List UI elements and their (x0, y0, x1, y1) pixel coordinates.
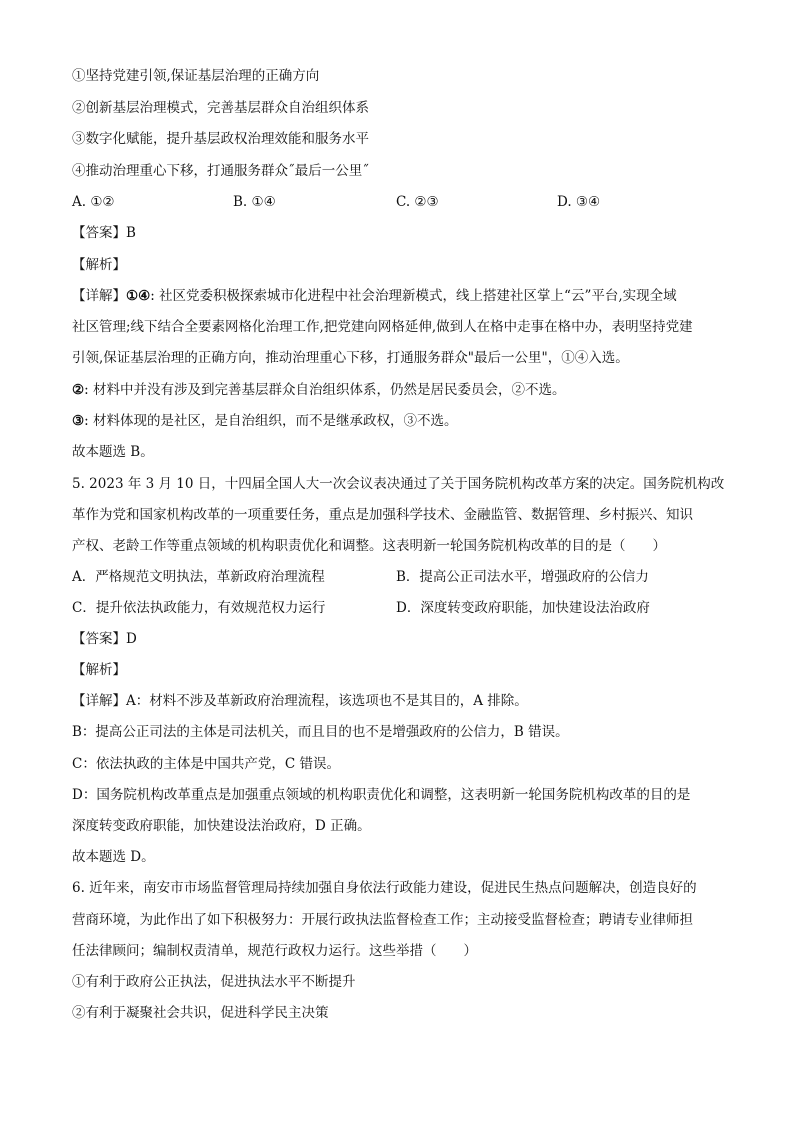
note-key: ② (72, 382, 85, 398)
answer-value: D (126, 631, 137, 647)
q4-detail-line-3: 引领,保证基层治理的正确方向，推动治理重心下移，打通服务群众"最后一公里"，①④入选。 (72, 350, 629, 366)
q5-answer-line (72, 630, 137, 648)
q5-detail-line-2: B：提高公正司法的主体是司法机关，而且目的也不是增强政府的公信力，B 错误。 (72, 724, 569, 740)
answer-value: B (126, 225, 136, 241)
q6-stem-line-3: 任法律顾问；编制权责清单，规范行政权力运行。这些举措（ ） (72, 943, 477, 959)
detail-tag: 【详解】 (72, 693, 126, 709)
note-text: : 材料体现的是社区，是自治组织，而不是继承政权，③不选。 (84, 413, 458, 429)
answer-tag: 【答案】 (72, 225, 126, 241)
q5-stem-line-2: 革作为党和国家机构改革的一项重要任务，重点是加强科学技术、金融监管、数据管理、乡村振兴、知识 (72, 507, 693, 523)
q4-answer-line (72, 224, 136, 242)
q5-conclusion: 故本题选 D。 (72, 849, 155, 865)
q5-option-c: C．提升依法执政能力，有效规范权力运行 (72, 600, 326, 616)
q5-detail-line-5: 深度转变政府职能，加快建设法治政府，D 正确。 (72, 818, 371, 834)
detail-text: : 社区党委积极探索城市化进程中社会治理新模式，线上搭建社区掌上“云”平台,实现全域 (150, 288, 677, 304)
q6-item-1: ①有利于政府公正执法，促进执法水平不断提升 (72, 974, 356, 990)
q4-option-d: D. ③④ (557, 194, 601, 210)
q4-detail-line-1 (72, 287, 677, 305)
q4-conclusion: 故本题选 B。 (72, 444, 154, 460)
q5-detail-line-1 (72, 692, 528, 710)
q4-item-3: ③数字化赋能，提升基层政权治理效能和服务水平 (72, 131, 369, 147)
detail-text: A：材料不涉及革新政府治理流程，该选项也不是其目的，A 排除。 (126, 693, 528, 709)
q5-detail-line-4: D：国务院机构改革重点是加强重点领域的机构职责优化和调整，这表明新一轮国务院机构改革的目的是 (72, 787, 691, 803)
q4-item-4: ④推动治理重心下移，打通服务群众˝最后一公里˝ (72, 163, 369, 179)
q4-analysis-tag: 【解析】 (72, 257, 126, 273)
q5-option-d: D．深度转变政府职能，加快建设法治政府 (396, 600, 650, 616)
q4-option-a: A. ①② (72, 194, 115, 210)
answer-tag: 【答案】 (72, 631, 126, 647)
q4-detail-line-2: 社区管理;线下结合全要素网格化治理工作,把党建向网格延伸,做到人在格中走事在格中办，表明坚持党建 (72, 319, 693, 335)
detail-key: ①④ (126, 288, 151, 304)
q5-analysis-tag: 【解析】 (72, 662, 126, 678)
q5-option-b: B．提高公正司法水平，增强政府的公信力 (396, 569, 649, 585)
q4-note-2 (72, 381, 565, 399)
note-text: : 材料中并没有涉及到完善基层群众自治组织体系，仍然是居民委员会，②不选。 (84, 382, 566, 398)
q5-stem-line-1: 5. 2023 年 3 月 10 日，十四届全国人大一次会议表决通过了关于国务院机构改革方案的决定。国务院机构改 (72, 476, 725, 492)
q4-note-3 (72, 412, 457, 430)
q4-item-2: ②创新基层治理模式，完善基层群众自治组织体系 (72, 100, 369, 116)
q5-detail-line-3: C：依法执政的主体是中国共产党，C 错误。 (72, 756, 340, 772)
note-key: ③ (72, 413, 85, 429)
q5-option-a: A．严格规范文明执法，革新政府治理流程 (72, 569, 325, 585)
q4-item-1: ①坚持党建引领,保证基层治理的正确方向 (72, 68, 320, 84)
q5-stem-line-3: 产权、老龄工作等重点领域的机构职责优化和调整。这表明新一轮国务院机构改革的目的是（ ） (72, 538, 666, 554)
detail-tag: 【详解】 (72, 288, 126, 304)
q4-option-c: C. ②③ (396, 194, 439, 210)
q6-item-2: ②有利于凝聚社会共识，促进科学民主决策 (72, 1005, 329, 1021)
q6-stem-line-2: 营商环境，为此作出了如下积极努力：开展行政执法监督检查工作；主动接受监督检查；聘请专业律师担 (72, 912, 693, 928)
q6-stem-line-1: 6. 近年来，南安市市场监督管理局持续加强自身依法行政能力建设，促进民生热点问题解决，创造良好的 (72, 880, 697, 896)
q4-option-b: B. ①④ (233, 194, 276, 210)
